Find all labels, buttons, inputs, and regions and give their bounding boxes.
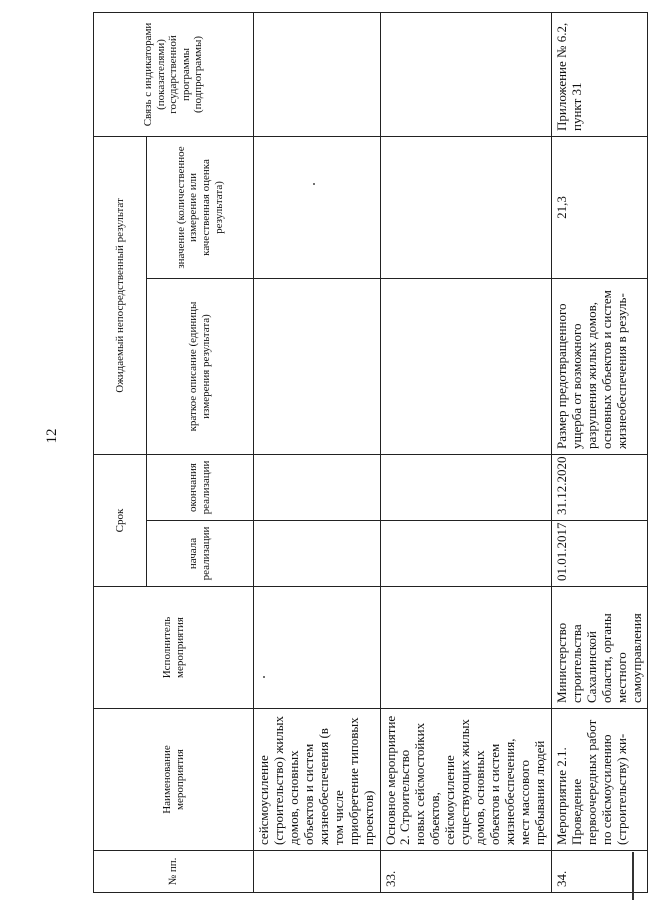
header-row-top [94, 12, 147, 892]
header-result: Ожидаемый непосредственный результат [94, 136, 147, 454]
header-result-value: значение (количественное измерение или качественная оценка результата) [147, 136, 254, 278]
table-row [254, 12, 381, 892]
row-link [254, 12, 381, 136]
header-term: Срок [94, 455, 147, 587]
row-executor [380, 587, 551, 709]
row-desc [254, 279, 381, 455]
header-name: Наименование мероприятия [94, 709, 254, 851]
row-num [254, 851, 381, 893]
table-rotation-wrapper [93, 13, 644, 893]
scan-speck [263, 676, 265, 678]
scan-speck [313, 183, 315, 185]
row-value [380, 136, 551, 278]
row-num: 34. [551, 851, 648, 893]
header-term-start: начала реализации [147, 521, 254, 587]
header-link: Связь с индикаторами (показателями) государственной программы (подпрограммы) [94, 12, 254, 136]
header-term-end: окончания реализации [147, 455, 254, 521]
row-executor [254, 587, 381, 709]
row-name: Мероприятие 2.1. Проведение первоочередных работ по сейсмоусилению (строительству) жи- [551, 709, 648, 851]
program-activities-table [93, 12, 648, 893]
landscape-page [93, 13, 644, 893]
header-result-desc: краткое описание (единицы измерения результата) [147, 279, 254, 455]
row-start [254, 521, 381, 587]
row-link: Приложение № 6.2, пункт 31 [551, 12, 648, 136]
row-start [380, 521, 551, 587]
row-start: 01.01.2017 [551, 521, 648, 587]
row-link [380, 12, 551, 136]
header-num: № пп. [94, 851, 254, 893]
page-number: 12 [44, 428, 60, 444]
row-num: 33. [380, 851, 551, 893]
row-end [254, 455, 381, 521]
row-value [254, 136, 381, 278]
row-executor: Министерство строительства Сахалинской области, органы местного самоуправления [551, 587, 648, 709]
table-row [551, 12, 648, 892]
row-end: 31.12.2020 [551, 455, 648, 521]
table-row [380, 12, 551, 892]
scan-edge-mark [632, 852, 634, 900]
row-desc [380, 279, 551, 455]
row-value: 21,3 [551, 136, 648, 278]
header-executor: Исполнитель мероприятия [94, 587, 254, 709]
row-desc: Размер предотвращенного ущерба от возможного разрушения жилых домов, основных объектов и систем жизнеобеспечения в резуль- [551, 279, 648, 455]
row-name: сейсмоусиление (строительство) жилых домов, основных объектов и систем жизнеобеспечения (в том числе приобретение типовых проектов) [254, 709, 381, 851]
row-end [380, 455, 551, 521]
row-name: Основное мероприятие 2. Строительство новых сейсмостойких объектов, сейсмоусиление существующих жилых домов, основных объектов и систем жизнеобеспечения, мест массового пребывания людей [380, 709, 551, 851]
